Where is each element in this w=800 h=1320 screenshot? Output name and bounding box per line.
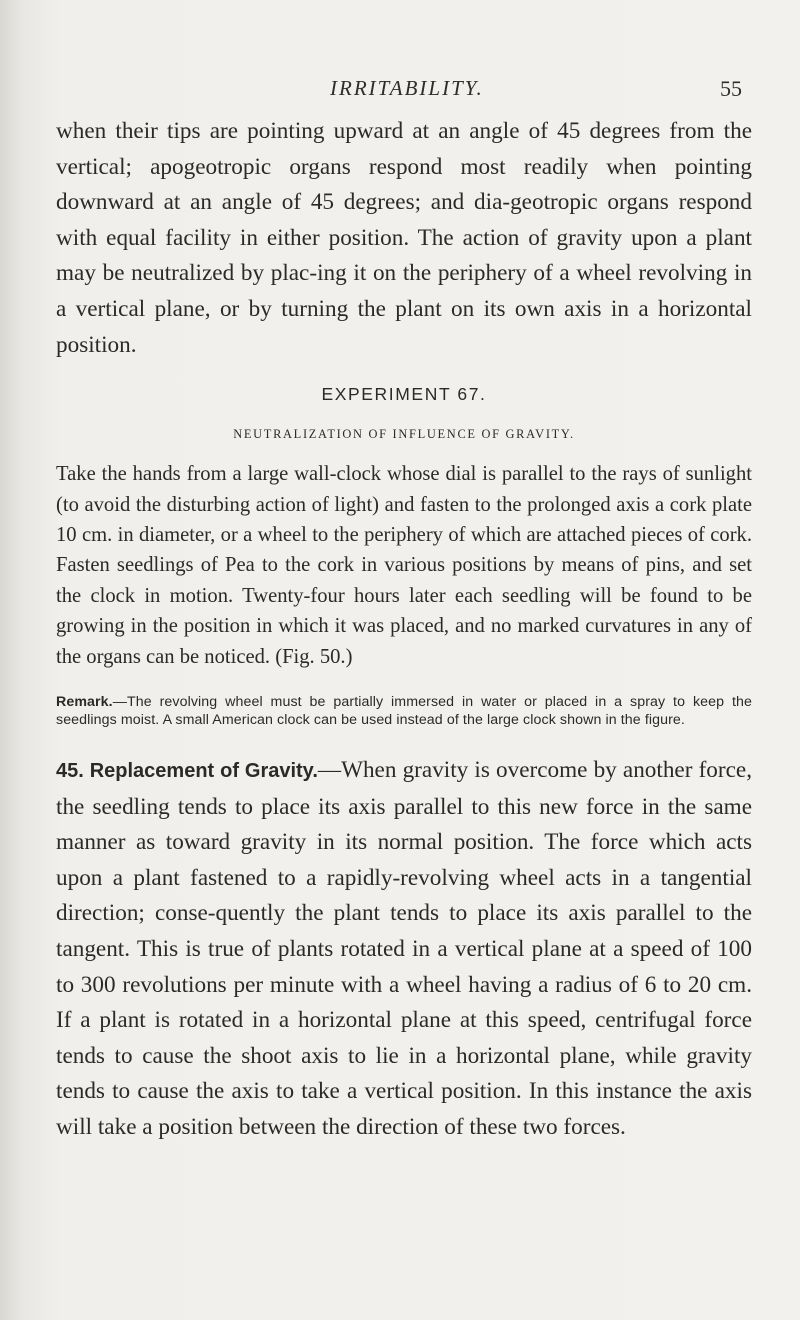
experiment-body: Take the hands from a large wall-clock whose dial is parallel to the rays of sunlight (to avoid the disturbing action of light) and fasten to the prolonged axis a cork plate 10 cm. in diameter, or a wheel to the periphery of which are attached pieces of cork. Fasten seedlings of Pea to the cork in various positions by means of pins, and set the clock in motion. Twenty-four hours later each seedling will be found to be growing in the position in which it was placed, and no marked curvatures in any of the organs can be noticed. (Fig. 50.): [56, 463, 752, 668]
running-head: IRRITABILITY.: [330, 76, 484, 100]
experiment-subheading: NEUTRALIZATION OF INFLUENCE OF GRAVITY.: [233, 427, 575, 442]
text-block: [56, 114, 752, 1146]
remark-text: —The revolving wheel must be partially immersed in water or placed in a spray to keep the seedlings moist. A small American clock can be used instead of the large clock shown in the figure.: [56, 694, 752, 728]
intro-paragraph: when their tips are pointing upward at an angle of 45 degrees from the vertical; apogeotropic organs respond most readily when pointing downward at an angle of 45 degrees; and dia-geotropic organs respond with equal facility in either position. The action of gravity upon a plant may be neutralized by plac-ing it on the periphery of a wheel revolving in a vertical plane, or by turning the plant on its own axis in a horizontal position.: [56, 118, 752, 358]
page-header: [0, 76, 800, 106]
section-body: —When gravity is overcome by another force, the seedling tends to place its axis parallel to this new force in the same manner as toward gravity in its normal position. The force which acts upon a plant fastened to a rapidly-revolving wheel acts in a tangential direction; conse-quently the plant tends to place its axis parallel to the tangent. This is true of plants rotated in a vertical plane at a speed of 100 to 300 revolutions per minute with a wheel having a radius of 6 to 20 cm. If a plant is rotated in a horizontal plane at this speed, centrifugal force tends to cause the shoot axis to lie in a horizontal plane, while gravity tends to cause the axis to take a vertical position. In this instance the axis will take a position between the direction of these two forces.: [56, 757, 752, 1140]
remark-label: Remark.: [56, 694, 113, 710]
remark-paragraph: [56, 693, 752, 729]
section-paragraph: [56, 753, 752, 1146]
section-label: 45. Replacement of Gravity.: [56, 760, 318, 782]
experiment-heading: EXPERIMENT 67.: [321, 384, 487, 405]
page-number: 55: [720, 76, 742, 101]
